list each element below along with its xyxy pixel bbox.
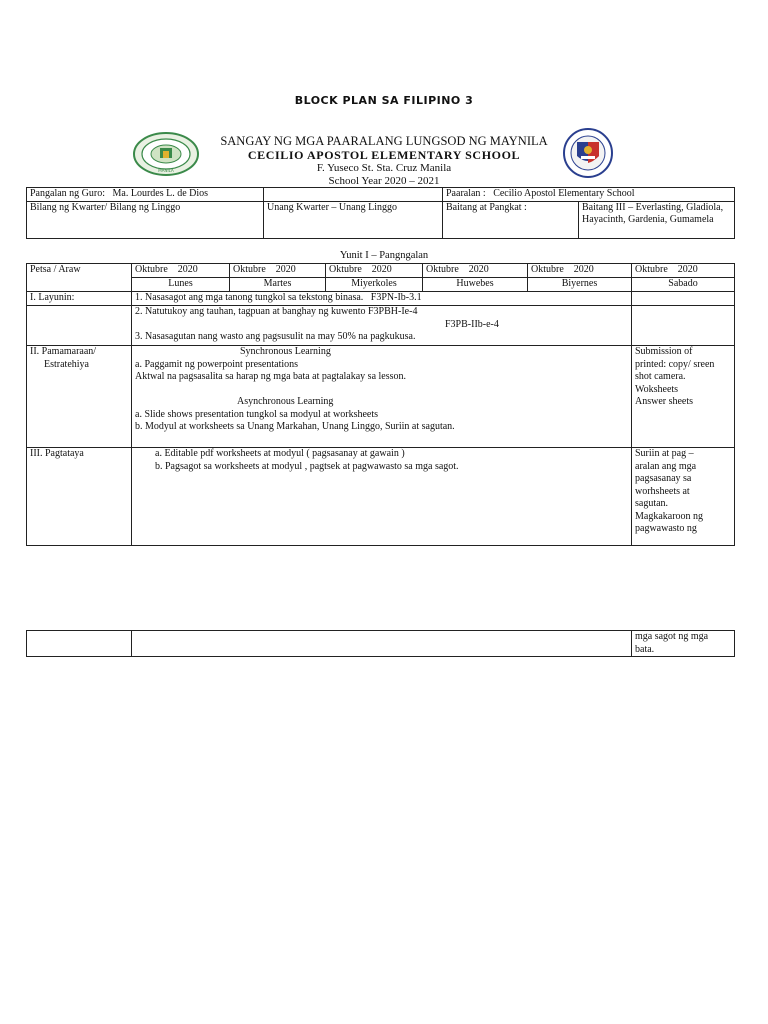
- baitang-label: Baitang at Pangkat :: [443, 201, 579, 238]
- continuation-table: [26, 630, 735, 657]
- sabado-line: Submission of: [635, 346, 693, 357]
- sabado-line: pagsasanay sa: [635, 473, 692, 484]
- guro-label: Pangalan ng Guro:: [30, 188, 105, 199]
- empty-cell: [27, 631, 132, 657]
- sabado-line: worhsheets at: [635, 485, 690, 497]
- date-cell: Oktubre 2020: [632, 264, 735, 278]
- day-cell: Miyerkoles: [326, 278, 423, 292]
- sabado-line: sagutan.: [635, 498, 669, 509]
- async-item: b. Modyul at worksheets sa Unang Markahan, Unang Linggo, Suriin at sagutan.: [135, 421, 455, 432]
- yunit-heading: Yunit I – Pangngalan: [339, 250, 429, 261]
- date-cell: Oktubre 2020: [423, 264, 528, 278]
- date-cell: Oktubre 2020: [230, 264, 326, 278]
- division-name: SANGAY NG MGA PAARALANG LUNGSOD NG MAYNILA: [220, 134, 548, 148]
- sabado-continuation: [632, 631, 735, 657]
- seal-city: MANILA: [158, 168, 174, 173]
- empty-cell: [132, 631, 632, 657]
- layunin-label: I. Layunin:: [27, 292, 132, 306]
- sabado-line: pagwawasto ng: [635, 523, 697, 534]
- day-cell: Sabado: [632, 278, 735, 292]
- empty-cell: [632, 306, 735, 346]
- layunin-block: [132, 306, 632, 346]
- pamamaraan-label: [27, 346, 132, 448]
- sabado-line: shot camera.: [635, 371, 686, 382]
- petsa-label: Petsa / Araw: [27, 264, 132, 292]
- pagtataya-item: a. Editable pdf worksheets at modyul ( pagsasanay at gawain ): [155, 448, 405, 459]
- sabado-line: printed: copy/ sreen: [635, 358, 715, 370]
- kwarter-value: Unang Kwarter – Unang Linggo: [264, 201, 443, 238]
- school-name: CECILIO APOSTOL ELEMENTARY SCHOOL: [247, 148, 521, 162]
- sabado-line: mga sagot ng mga: [635, 631, 709, 642]
- layunin-item: 1. Nasasagot ang mga tanong tungkol sa tekstong binasa. F3PN-Ib-3.1: [132, 292, 632, 306]
- page-title: BLOCK PLAN SA FILIPINO 3: [294, 94, 474, 107]
- pagtataya-content: [132, 448, 632, 546]
- day-cell: Biyernes: [528, 278, 632, 292]
- sabado-line: bata.: [635, 643, 655, 655]
- sabado-pagtataya: [632, 448, 735, 546]
- async-item: a. Slide shows presentation tungkol sa modyul at worksheets: [135, 408, 379, 420]
- guro-value: Ma. Lourdes L. de Dios: [112, 188, 209, 199]
- layunin-code: F3PB-IIb-e-4: [445, 318, 499, 330]
- sabado-line: Suriin at pag –: [635, 448, 694, 459]
- empty-cell: [27, 306, 132, 346]
- pagtataya-label: III. Pagtataya: [27, 448, 132, 546]
- empty-cell: [264, 188, 443, 202]
- date-cell: Oktubre 2020: [528, 264, 632, 278]
- day-cell: Lunes: [132, 278, 230, 292]
- pagtataya-item: b. Pagsagot sa worksheets at modyul , pagtsek at pagwawasto sa mga sagot.: [155, 460, 459, 472]
- layunin-item: 2. Natutukoy ang tauhan, tagpuan at banghay ng kuwento F3PBH-Ie-4: [135, 306, 418, 317]
- info-table: [26, 187, 735, 239]
- sabado-line: Magkakaroon ng: [635, 510, 704, 522]
- day-cell: Huwebes: [423, 278, 528, 292]
- sync-item: Aktwal na pagsasalita sa harap ng mga bata at pagtalakay sa lesson.: [135, 371, 407, 382]
- block-plan-table: [26, 263, 735, 546]
- baitang-value: Baitang III – Everlasting, Gladiola, Hayacinth, Gardenia, Gumamela: [579, 201, 735, 238]
- async-heading: Asynchronous Learning: [237, 396, 334, 407]
- school-year: School Year 2020 – 2021: [328, 175, 440, 187]
- pamamaraan-label-line: II. Pamamaraan/: [30, 346, 97, 357]
- pamamaraan-content: [132, 346, 632, 448]
- guro-cell: [27, 188, 264, 202]
- date-cell: Oktubre 2020: [326, 264, 423, 278]
- sabado-line: aralan ang mga: [635, 460, 697, 472]
- pamamaraan-label-line: Estratehiya: [44, 358, 89, 370]
- day-cell: Martes: [230, 278, 326, 292]
- sabado-line: Woksheets: [635, 383, 679, 395]
- sync-heading: Synchronous Learning: [240, 346, 331, 357]
- sabado-pamamaraan: [632, 346, 735, 448]
- date-cell: Oktubre 2020: [132, 264, 230, 278]
- layunin-item: 3. Nasasagutan nang wasto ang pagsusulit na may 50% na pagkukusa.: [135, 331, 416, 342]
- paaralan-cell: [443, 188, 735, 202]
- sabado-line: Answer sheets: [635, 396, 694, 407]
- paaralan-value: Cecilio Apostol Elementary School: [493, 188, 635, 199]
- sync-item: a. Paggamit ng powerpoint presentations: [135, 358, 299, 370]
- school-address: F. Yuseco St. Sta. Cruz Manila: [316, 162, 452, 174]
- paaralan-label: Paaralan :: [446, 188, 486, 199]
- empty-cell: [632, 292, 735, 306]
- kwarter-label: Bilang ng Kwarter/ Bilang ng Linggo: [27, 201, 264, 238]
